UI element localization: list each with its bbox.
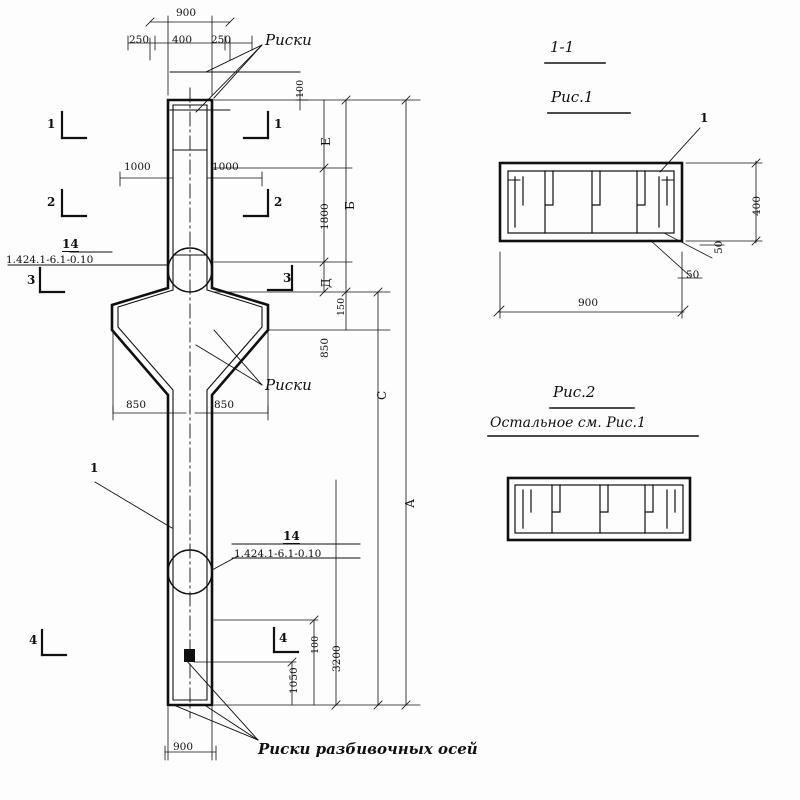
section-fig2-outline bbox=[508, 478, 690, 540]
dim-C: С bbox=[375, 390, 389, 400]
dim-100-bottom: 100 bbox=[310, 635, 321, 654]
label-riski-middle: Риски bbox=[265, 376, 312, 394]
section-fig1-dimensions bbox=[494, 159, 762, 318]
section-mark-label-4-left: 4 bbox=[29, 633, 38, 647]
section-mark-4-left bbox=[42, 630, 66, 655]
dim-1000-chain bbox=[120, 172, 262, 186]
callout-number-upper: 14 bbox=[62, 237, 79, 251]
section-mark-label-1-left: 1 bbox=[47, 117, 56, 131]
top-dimension-lines bbox=[128, 16, 252, 95]
fig1-caption: Рис.1 bbox=[551, 88, 594, 106]
section-mark-2-left bbox=[62, 190, 86, 216]
callout-code-upper: 1.424.1-6.1-0.10 bbox=[6, 254, 94, 266]
vertical-dimension-ladder bbox=[214, 90, 420, 709]
fig1-callout-1: 1 bbox=[700, 111, 709, 125]
caption-underlines bbox=[488, 63, 698, 436]
section-mark-label-3-right: 3 bbox=[283, 271, 292, 285]
callout-code-lower: 1.424.1-6.1-0.10 bbox=[234, 548, 322, 560]
dim-bottom-900: 900 bbox=[173, 741, 194, 753]
section-mark-1-left bbox=[62, 112, 86, 138]
fig2-note: Остальное см. Рис.1 bbox=[490, 415, 646, 431]
dim-850-left: 850 bbox=[126, 399, 147, 411]
callout-pos-1: 1 bbox=[90, 461, 99, 475]
dim-top-400: 400 bbox=[172, 34, 193, 46]
dim-850-vertical: 850 bbox=[319, 337, 331, 358]
dim-B: Б bbox=[343, 201, 357, 210]
dim-3200: 3200 bbox=[331, 645, 343, 672]
section-mark-1-right bbox=[244, 112, 268, 138]
fig1-dim-900: 900 bbox=[578, 297, 599, 309]
dim-150: 150 bbox=[336, 297, 347, 316]
dim-A: А bbox=[403, 498, 417, 508]
bottom-vertical-dims bbox=[194, 480, 340, 709]
dim-100-top: 100 bbox=[295, 79, 306, 98]
section-mark-label-2-right: 2 bbox=[274, 195, 283, 209]
dim-top-900: 900 bbox=[176, 7, 197, 19]
section-mark-label-3-left: 3 bbox=[27, 273, 36, 287]
section-title-1-1: 1-1 bbox=[550, 38, 575, 56]
fig1-dim-50-lower: 50 bbox=[686, 269, 700, 281]
embedded-plate bbox=[185, 650, 194, 661]
section-mark-2-right bbox=[244, 190, 268, 216]
section-mark-label-2-left: 2 bbox=[47, 195, 56, 209]
section-mark-label-1-right: 1 bbox=[274, 117, 283, 131]
section-fig1-inner bbox=[508, 171, 674, 233]
fig1-dim-50-upper: 50 bbox=[713, 240, 725, 254]
fig1-dim-400: 400 bbox=[751, 195, 763, 216]
leader-riski-top bbox=[170, 45, 300, 112]
fig2-caption: Рис.2 bbox=[553, 383, 596, 401]
section-mark-label-4-right: 4 bbox=[279, 631, 288, 645]
dim-D: Д bbox=[319, 278, 333, 288]
dim-1000-right: 1000 bbox=[212, 161, 239, 173]
section-fig1-outline bbox=[500, 163, 682, 241]
dim-850-right: 850 bbox=[214, 399, 235, 411]
leader-pos-1 bbox=[95, 482, 172, 528]
leader-fig1-pos1 bbox=[660, 128, 700, 172]
dim-E: Е bbox=[319, 137, 333, 146]
section-fig2-inner bbox=[515, 485, 683, 533]
section-mark-3-left bbox=[40, 268, 64, 292]
dim-1800: 1800 bbox=[319, 203, 331, 230]
dim-top-250-right: 250 bbox=[211, 34, 232, 46]
label-riski-top: Риски bbox=[265, 31, 312, 49]
dim-top-250-left: 250 bbox=[129, 34, 150, 46]
label-riski-bottom: Риски разбивочных осей bbox=[258, 740, 478, 758]
dim-1050: 1050 bbox=[288, 667, 300, 694]
dim-1000-left: 1000 bbox=[124, 161, 151, 173]
callout-number-lower: 14 bbox=[283, 529, 300, 543]
